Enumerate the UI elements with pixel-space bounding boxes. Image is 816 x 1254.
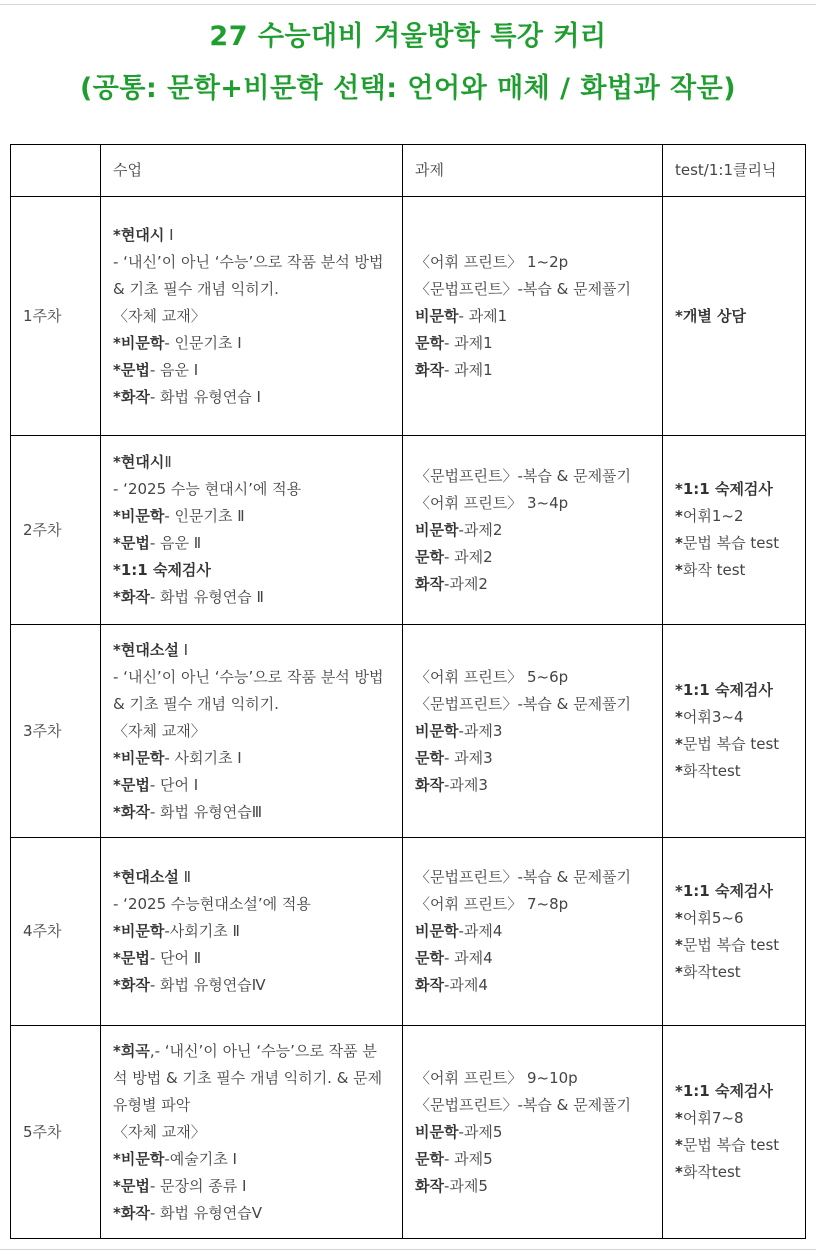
bullet-star: * bbox=[113, 1203, 121, 1222]
cell-line bbox=[415, 718, 650, 745]
line-text: -과제2 bbox=[443, 574, 488, 593]
cell-line bbox=[113, 745, 390, 772]
cell-line bbox=[415, 1065, 650, 1092]
cell-line bbox=[415, 945, 650, 972]
line-text: -과제2 bbox=[458, 520, 503, 539]
bold-label: 화작 bbox=[120, 1203, 150, 1222]
cell-line bbox=[113, 918, 390, 945]
line-text: 화작test bbox=[682, 762, 741, 780]
line-text: - 화법 유형연습Ⅳ bbox=[149, 976, 266, 994]
bold-label: 비문학 bbox=[415, 721, 459, 740]
bold-label: 화작 bbox=[415, 1176, 444, 1195]
bold-label: 현대시 bbox=[120, 225, 165, 244]
cell-line bbox=[415, 691, 650, 718]
bold-label: 비문학 bbox=[415, 306, 459, 325]
page-subtitle: (공통: 문학+비문학 선택: 언어와 매체 / 화법과 작문) bbox=[79, 73, 737, 104]
cell-line bbox=[113, 476, 390, 503]
class-cell bbox=[101, 838, 403, 1026]
line-text: - 과제1 bbox=[443, 360, 493, 379]
line-text: Ⅰ bbox=[164, 225, 174, 244]
cell-line bbox=[113, 449, 390, 476]
bullet-star: * bbox=[113, 333, 121, 352]
line-text: 〈문법프린트〉-복습 & 문제풀기 bbox=[415, 466, 632, 485]
bold-label: 비문학 bbox=[415, 1122, 459, 1141]
cell-line bbox=[113, 1038, 390, 1119]
class-cell bbox=[101, 197, 403, 436]
cell-line bbox=[113, 1146, 390, 1173]
bullet-star: * bbox=[113, 748, 121, 767]
cell-line bbox=[415, 1146, 650, 1173]
bold-label: 문학 bbox=[415, 748, 444, 767]
line-text: -과제3 bbox=[458, 721, 503, 740]
week-cell: 5주차 bbox=[11, 1026, 101, 1239]
bold-label: 1:1 숙제검사 bbox=[682, 480, 773, 498]
line-text: - 과제5 bbox=[443, 1149, 493, 1168]
line-text: -과제4 bbox=[443, 976, 488, 994]
line-text: - 단어 Ⅰ bbox=[149, 775, 199, 794]
bold-label: 문법 bbox=[120, 360, 150, 379]
cell-line bbox=[675, 557, 793, 584]
line-text: 〈자체 교재〉 bbox=[113, 306, 206, 325]
line-text: 화작test bbox=[682, 1163, 741, 1181]
line-text: 어휘1~2 bbox=[682, 507, 744, 525]
cell-line bbox=[415, 891, 650, 918]
homework-cell bbox=[403, 838, 663, 1026]
bold-label: 문학 bbox=[415, 547, 444, 566]
cell-line bbox=[675, 503, 793, 530]
cell-line bbox=[113, 222, 390, 249]
bullet-star: * bbox=[675, 708, 683, 726]
cell-line bbox=[415, 357, 650, 384]
bullet-star: * bbox=[113, 640, 121, 659]
bullet-star: * bbox=[113, 534, 121, 552]
cell-line bbox=[675, 1132, 793, 1159]
cell-line bbox=[113, 799, 390, 826]
bold-label: 화작 bbox=[120, 588, 150, 606]
table-header-row bbox=[11, 145, 806, 197]
cell-line bbox=[113, 972, 390, 999]
cell-line bbox=[415, 664, 650, 691]
cell-line bbox=[415, 330, 650, 357]
cell-line bbox=[675, 1078, 793, 1105]
bold-label: 문법 bbox=[120, 1176, 150, 1195]
cell-line bbox=[113, 637, 390, 664]
bold-label: 비문학 bbox=[120, 1149, 165, 1168]
class-cell bbox=[101, 625, 403, 838]
line-text: 〈어휘 프린트〉 5~6p bbox=[415, 667, 569, 686]
bullet-star: * bbox=[675, 762, 683, 780]
bold-label: 현대시 bbox=[120, 453, 165, 471]
cell-line bbox=[675, 704, 793, 731]
bold-label: 현대소설 bbox=[120, 640, 179, 659]
bullet-star: * bbox=[675, 962, 683, 981]
bullet-star: * bbox=[113, 1041, 121, 1060]
cell-line bbox=[675, 731, 793, 758]
bullet-star: * bbox=[113, 225, 121, 244]
cell-line bbox=[415, 772, 650, 799]
cell-line bbox=[113, 384, 390, 411]
cell-line bbox=[113, 330, 390, 357]
week-cell: 1주차 bbox=[11, 197, 101, 436]
cell-line bbox=[113, 772, 390, 799]
cell-line bbox=[113, 503, 390, 530]
bold-label: 문법 bbox=[120, 775, 150, 794]
bullet-star: * bbox=[675, 681, 683, 699]
bullet-star: * bbox=[675, 881, 683, 900]
cell-line bbox=[113, 530, 390, 557]
cell-line bbox=[675, 303, 793, 330]
line-text: 어휘7~8 bbox=[682, 1109, 744, 1127]
cell-line bbox=[113, 864, 390, 891]
bold-label: 화작 bbox=[120, 802, 150, 821]
cell-line bbox=[113, 891, 390, 918]
cell-line bbox=[675, 758, 793, 785]
cell-line bbox=[113, 1173, 390, 1200]
class-cell bbox=[101, 436, 403, 625]
bullet-star: * bbox=[675, 735, 683, 753]
bullet-star: * bbox=[113, 453, 121, 471]
bullet-star: * bbox=[113, 922, 121, 940]
line-text: -사회기초 Ⅱ bbox=[164, 922, 240, 940]
line-text: 〈문법프린트〉-복습 & 문제풀기 bbox=[415, 1095, 632, 1114]
test-clinic-cell bbox=[663, 197, 806, 436]
line-text: - ‘내신’이 아닌 ‘수능’으로 작품 분석 방법 & 기초 필수 개념 익히기. bbox=[113, 667, 384, 713]
line-text: - 단어 Ⅱ bbox=[149, 949, 202, 967]
bullet-star: * bbox=[113, 561, 121, 579]
line-text: - 화법 유형연습 Ⅱ bbox=[149, 588, 264, 606]
line-text: 문법 복습 test bbox=[682, 534, 780, 552]
cell-line bbox=[113, 303, 390, 330]
bold-label: 비문학 bbox=[415, 922, 459, 940]
line-text: 문법 복습 test bbox=[682, 1136, 780, 1154]
cell-line bbox=[675, 1159, 793, 1186]
line-text: -과제4 bbox=[458, 922, 503, 940]
cell-line bbox=[415, 1092, 650, 1119]
line-text: 〈자체 교재〉 bbox=[113, 721, 206, 740]
bold-label: 화작 bbox=[120, 387, 150, 406]
test-clinic-cell bbox=[663, 436, 806, 625]
bullet-star: * bbox=[113, 360, 121, 379]
table-body bbox=[11, 197, 806, 1239]
cell-line bbox=[113, 945, 390, 972]
cell-line bbox=[113, 1200, 390, 1227]
line-text: - 과제1 bbox=[443, 333, 493, 352]
curriculum-table bbox=[10, 144, 806, 1239]
header-homework: 과제 bbox=[403, 145, 663, 197]
cell-line bbox=[675, 1105, 793, 1132]
week-cell: 2주차 bbox=[11, 436, 101, 625]
bullet-star: * bbox=[675, 480, 683, 498]
line-text: - 인문기초 Ⅱ bbox=[164, 507, 245, 525]
bullet-star: * bbox=[675, 935, 683, 954]
bullet-star: * bbox=[675, 1136, 683, 1154]
line-text: - 화법 유형연습Ⅲ bbox=[149, 802, 263, 821]
line-text: - ‘내신’이 아닌 ‘수능’으로 작품 분석 방법 & 기초 필수 개념 익히기. bbox=[113, 252, 384, 298]
cell-line bbox=[415, 1119, 650, 1146]
line-text: -예술기초 Ⅰ bbox=[164, 1149, 237, 1168]
bold-label: 1:1 숙제검사 bbox=[682, 681, 773, 699]
line-text: -과제3 bbox=[443, 775, 488, 794]
line-text: ,- ‘내신’이 아닌 ‘수능’으로 작품 분석 방법 & 기초 필수 개념 익히기. & 문제 유형별 파악 bbox=[113, 1041, 383, 1114]
cell-line bbox=[675, 530, 793, 557]
line-text: 〈문법프린트〉-복습 & 문제풀기 bbox=[415, 694, 632, 713]
bold-label: 문학 bbox=[415, 1149, 444, 1168]
line-text: 어휘3~4 bbox=[682, 708, 744, 726]
cell-line bbox=[415, 249, 650, 276]
line-text: - 인문기초 Ⅰ bbox=[164, 333, 242, 352]
line-text: Ⅱ bbox=[164, 453, 172, 471]
table-row bbox=[11, 197, 806, 436]
table-row bbox=[11, 838, 806, 1026]
week-cell: 4주차 bbox=[11, 838, 101, 1026]
cell-line bbox=[415, 571, 650, 598]
cell-line bbox=[415, 745, 650, 772]
cell-line bbox=[113, 357, 390, 384]
cell-line bbox=[415, 276, 650, 303]
homework-cell bbox=[403, 1026, 663, 1239]
bold-label: 비문학 bbox=[120, 922, 165, 940]
line-text: - 과제2 bbox=[443, 547, 493, 566]
line-text: 문법 복습 test bbox=[682, 935, 780, 954]
line-text: -과제5 bbox=[458, 1122, 503, 1141]
cell-line bbox=[415, 303, 650, 330]
cell-line bbox=[415, 918, 650, 945]
bullet-star: * bbox=[675, 1163, 683, 1181]
cell-line bbox=[675, 959, 793, 986]
line-text: - 사회기초 Ⅰ bbox=[164, 748, 242, 767]
bold-label: 개별 상담 bbox=[682, 306, 747, 325]
bullet-star: * bbox=[113, 976, 121, 994]
cell-line bbox=[113, 584, 390, 611]
bullet-star: * bbox=[675, 534, 683, 552]
cell-line bbox=[113, 718, 390, 745]
line-text: -과제5 bbox=[443, 1176, 488, 1195]
line-text: 〈어휘 프린트〉 3~4p bbox=[415, 493, 569, 512]
line-text: - 과제1 bbox=[458, 306, 508, 325]
cell-line bbox=[675, 677, 793, 704]
bullet-star: * bbox=[113, 1176, 121, 1195]
bullet-star: * bbox=[675, 561, 683, 579]
cell-line bbox=[113, 557, 390, 584]
bold-label: 문학 bbox=[415, 333, 444, 352]
table-row bbox=[11, 436, 806, 625]
bullet-star: * bbox=[675, 306, 683, 325]
test-clinic-cell bbox=[663, 625, 806, 838]
bold-label: 화작 bbox=[120, 976, 150, 994]
line-text: 문법 복습 test bbox=[682, 735, 780, 753]
bullet-star: * bbox=[113, 387, 121, 406]
header-class: 수업 bbox=[101, 145, 403, 197]
bold-label: 화작 bbox=[415, 574, 444, 593]
bold-label: 문학 bbox=[415, 949, 444, 967]
bold-label: 1:1 숙제검사 bbox=[682, 881, 773, 900]
line-text: 〈어휘 프린트〉 9~10p bbox=[415, 1068, 578, 1087]
line-text: 화작 test bbox=[682, 561, 746, 579]
class-cell bbox=[101, 1026, 403, 1239]
bold-label: 화작 bbox=[415, 976, 444, 994]
cell-line bbox=[675, 878, 793, 905]
test-clinic-cell bbox=[663, 1026, 806, 1239]
table-row bbox=[11, 1026, 806, 1239]
bottom-divider bbox=[0, 1249, 816, 1250]
bullet-star: * bbox=[113, 868, 121, 886]
line-text: 〈어휘 프린트〉 7~8p bbox=[415, 895, 569, 913]
page-title: 27 수능대비 겨울방학 특강 커리 bbox=[209, 21, 607, 52]
line-text: - 문장의 종류 Ⅰ bbox=[149, 1176, 247, 1195]
cell-line bbox=[415, 1173, 650, 1200]
bold-label: 화작 bbox=[415, 775, 444, 794]
homework-cell bbox=[403, 436, 663, 625]
cell-line bbox=[675, 905, 793, 932]
top-divider bbox=[0, 4, 816, 5]
header-test-clinic: test/1:1클리닉 bbox=[663, 145, 806, 197]
bullet-star: * bbox=[113, 802, 121, 821]
cell-line bbox=[113, 664, 390, 718]
line-text: Ⅰ bbox=[178, 640, 189, 659]
cell-line bbox=[113, 1119, 390, 1146]
cell-line bbox=[415, 517, 650, 544]
bold-label: 화작 bbox=[415, 360, 444, 379]
table-row bbox=[11, 625, 806, 838]
homework-cell bbox=[403, 625, 663, 838]
line-text: - 과제3 bbox=[443, 748, 493, 767]
bold-label: 문법 bbox=[120, 949, 150, 967]
bold-label: 1:1 숙제검사 bbox=[120, 561, 211, 579]
bullet-star: * bbox=[675, 908, 683, 927]
cell-line bbox=[675, 932, 793, 959]
bold-label: 비문학 bbox=[120, 333, 165, 352]
line-text: - ‘2025 수능현대소설’에 적용 bbox=[113, 895, 311, 913]
line-text: - 화법 유형연습 Ⅰ bbox=[149, 387, 261, 406]
bullet-star: * bbox=[113, 949, 121, 967]
cell-line bbox=[113, 249, 390, 303]
line-text: - ‘2025 수능 현대시’에 적용 bbox=[113, 480, 302, 498]
line-text: 〈문법프린트〉-복습 & 문제풀기 bbox=[415, 868, 632, 886]
week-cell: 3주차 bbox=[11, 625, 101, 838]
cell-line bbox=[415, 490, 650, 517]
bold-label: 문법 bbox=[120, 534, 150, 552]
line-text: - 음운 Ⅱ bbox=[149, 534, 202, 552]
bullet-star: * bbox=[113, 1149, 121, 1168]
bold-label: 비문학 bbox=[120, 748, 165, 767]
cell-line bbox=[415, 544, 650, 571]
bold-label: 비문학 bbox=[120, 507, 165, 525]
bullet-star: * bbox=[675, 1109, 683, 1127]
cell-line bbox=[415, 864, 650, 891]
homework-cell bbox=[403, 197, 663, 436]
line-text: 〈자체 교재〉 bbox=[113, 1122, 206, 1141]
bold-label: 희곡 bbox=[120, 1041, 150, 1060]
bullet-star: * bbox=[113, 507, 121, 525]
test-clinic-cell bbox=[663, 838, 806, 1026]
bullet-star: * bbox=[113, 775, 121, 794]
cell-line bbox=[675, 476, 793, 503]
line-text: 〈어휘 프린트〉 1~2p bbox=[415, 252, 569, 271]
line-text: 어휘5~6 bbox=[682, 908, 744, 927]
bold-label: 비문학 bbox=[415, 520, 459, 539]
bullet-star: * bbox=[675, 1082, 683, 1100]
line-text: - 과제4 bbox=[443, 949, 493, 967]
bullet-star: * bbox=[675, 507, 683, 525]
line-text: - 음운 Ⅰ bbox=[149, 360, 199, 379]
bold-label: 현대소설 bbox=[120, 868, 179, 886]
header-week bbox=[11, 145, 101, 197]
line-text: - 화법 유형연습Ⅴ bbox=[149, 1203, 262, 1222]
cell-line bbox=[415, 972, 650, 999]
bullet-star: * bbox=[113, 588, 121, 606]
cell-line bbox=[415, 463, 650, 490]
bold-label: 1:1 숙제검사 bbox=[682, 1082, 773, 1100]
line-text: Ⅱ bbox=[178, 868, 191, 886]
line-text: 〈문법프린트〉-복습 & 문제풀기 bbox=[415, 279, 632, 298]
line-text: 화작test bbox=[682, 962, 741, 981]
